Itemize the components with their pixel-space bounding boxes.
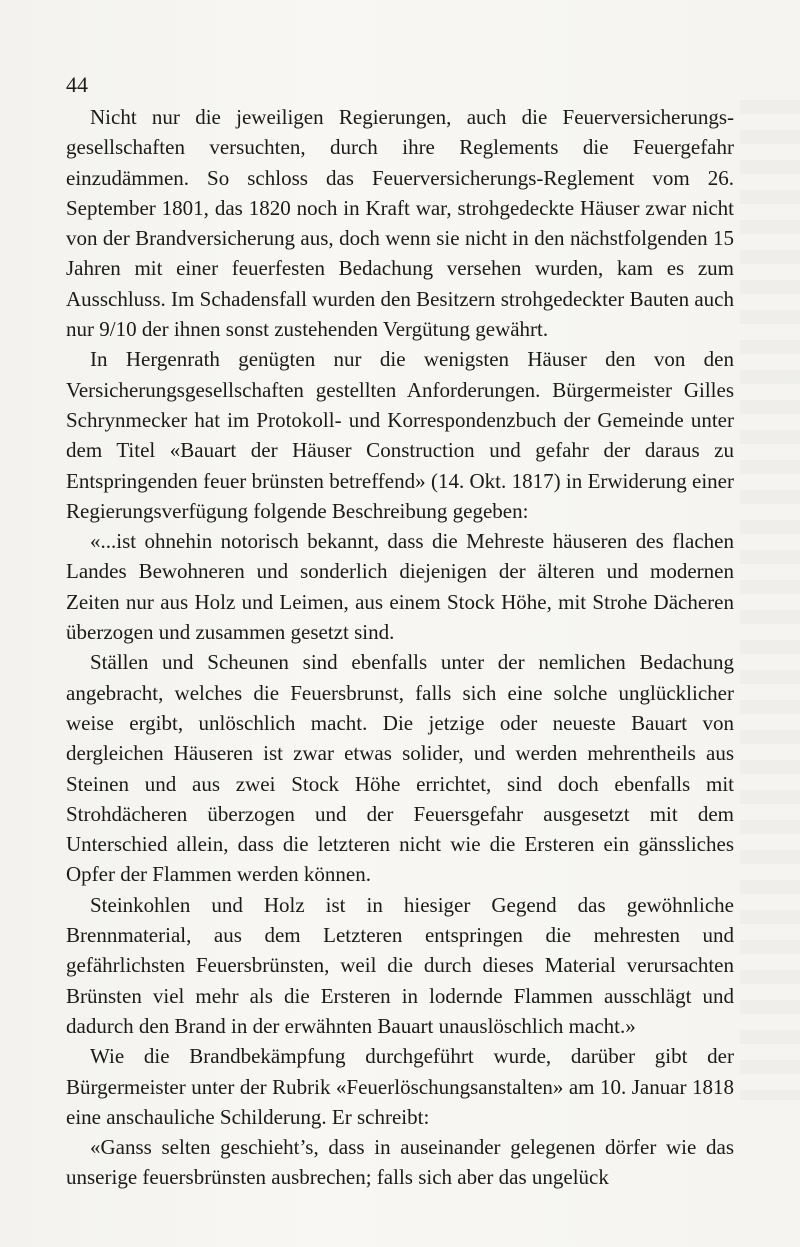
paragraph-1: Nicht nur die jeweiligen Regierungen, auch die Feuerversicherungs-gesellschaften versuchten, durch ihre Reglements die Feuergefahr einzudämmen. So schloss das Feuerversicherungs-Reglement vom 26. September 1801, das 1820 noch in Kraft war, strohgedeckte Häuser zwar nicht von der Brandversicherung aus, doch wenn sie nicht in den nächstfolgenden 15 Jahren mit einer feuerfesten Bedachung versehen wurden, kam es zum Ausschluss. Im Schadensfall wurden den Besitzern strohgedeckter Bauten auch nur 9/10 der ihnen sonst zustehenden Vergütung gewährt. — [66, 105, 734, 342]
paragraph-6: Wie die Brandbekämpfung durchgeführt wurde, darüber gibt der Bürgermeister unter der Rubrik «Feuerlöschungsanstalten» am 10. Januar 1818 eine anschauliche Schilderung. Er schreibt: — [66, 1044, 734, 1129]
paragraph-5: Steinkohlen und Holz ist in hiesiger Gegend das gewöhnliche Brennmaterial, aus dem Letzteren entspringen die mehresten und gefährlichsten Feuersbrünsten, weil die durch dieses Material verursachten Brünsten viel mehr als die Ersteren in lodernde Flammen ausschlägt und dadurch den Brand in der erwähnten Bauart unauslöschlich macht.» — [66, 892, 734, 1038]
paragraph-4: Ställen und Scheunen sind ebenfalls unter der nemlichen Bedachung angebracht, welches die Feuersbrunst, falls sich eine solche unglücklicher weise ergibt, unlöschlich macht. Die jetzige oder neueste Bauart von dergleichen Häuseren ist zwar etwas solider, und werden mehrentheils aus Steinen und aus zwei Stock Höhe errichtet, sind doch ebenfalls mit Strohdächeren überzogen und der Feuersgefahr ausgesetzt mit dem Unterschied allein, dass die letzteren nicht wie die Ersteren ein gänssliches Opfer der Flammen werden können. — [66, 650, 734, 887]
page-number: 44 — [66, 72, 88, 97]
paragraph-7: «Ganss selten geschieht’s, dass in auseinander gelegenen dörfer wie das unserige feuersbrünsten ausbrechen; falls sich aber das ungelück — [66, 1135, 734, 1190]
body-text — [66, 102, 734, 1193]
show-through-shadow — [740, 100, 800, 1100]
paragraph-3: «...ist ohnehin notorisch bekannt, dass die Mehreste häuseren des flachen Landes Bewohneren und sonderlich diejenigen der älteren und modernen Zeiten nur aus Holz und Leimen, aus einem Stock Höhe, mit Strohe Dächeren überzogen und zusammen gesetzt sind. — [66, 529, 734, 645]
paragraph-2: In Hergenrath genügten nur die wenigsten Häuser den von den Versicherungsgesellschaften gestellten Anforderungen. Bürgermeister Gilles Schrynmecker hat im Protokoll- und Korrespondenzbuch der Gemeinde unter dem Titel «Bauart der Häuser Construction und gefahr der daraus zu Entspringenden feuer brünsten betreffend» (14. Okt. 1817) in Erwiderung einer Regierungsverfügung folgende Beschreibung gegeben: — [66, 347, 734, 523]
